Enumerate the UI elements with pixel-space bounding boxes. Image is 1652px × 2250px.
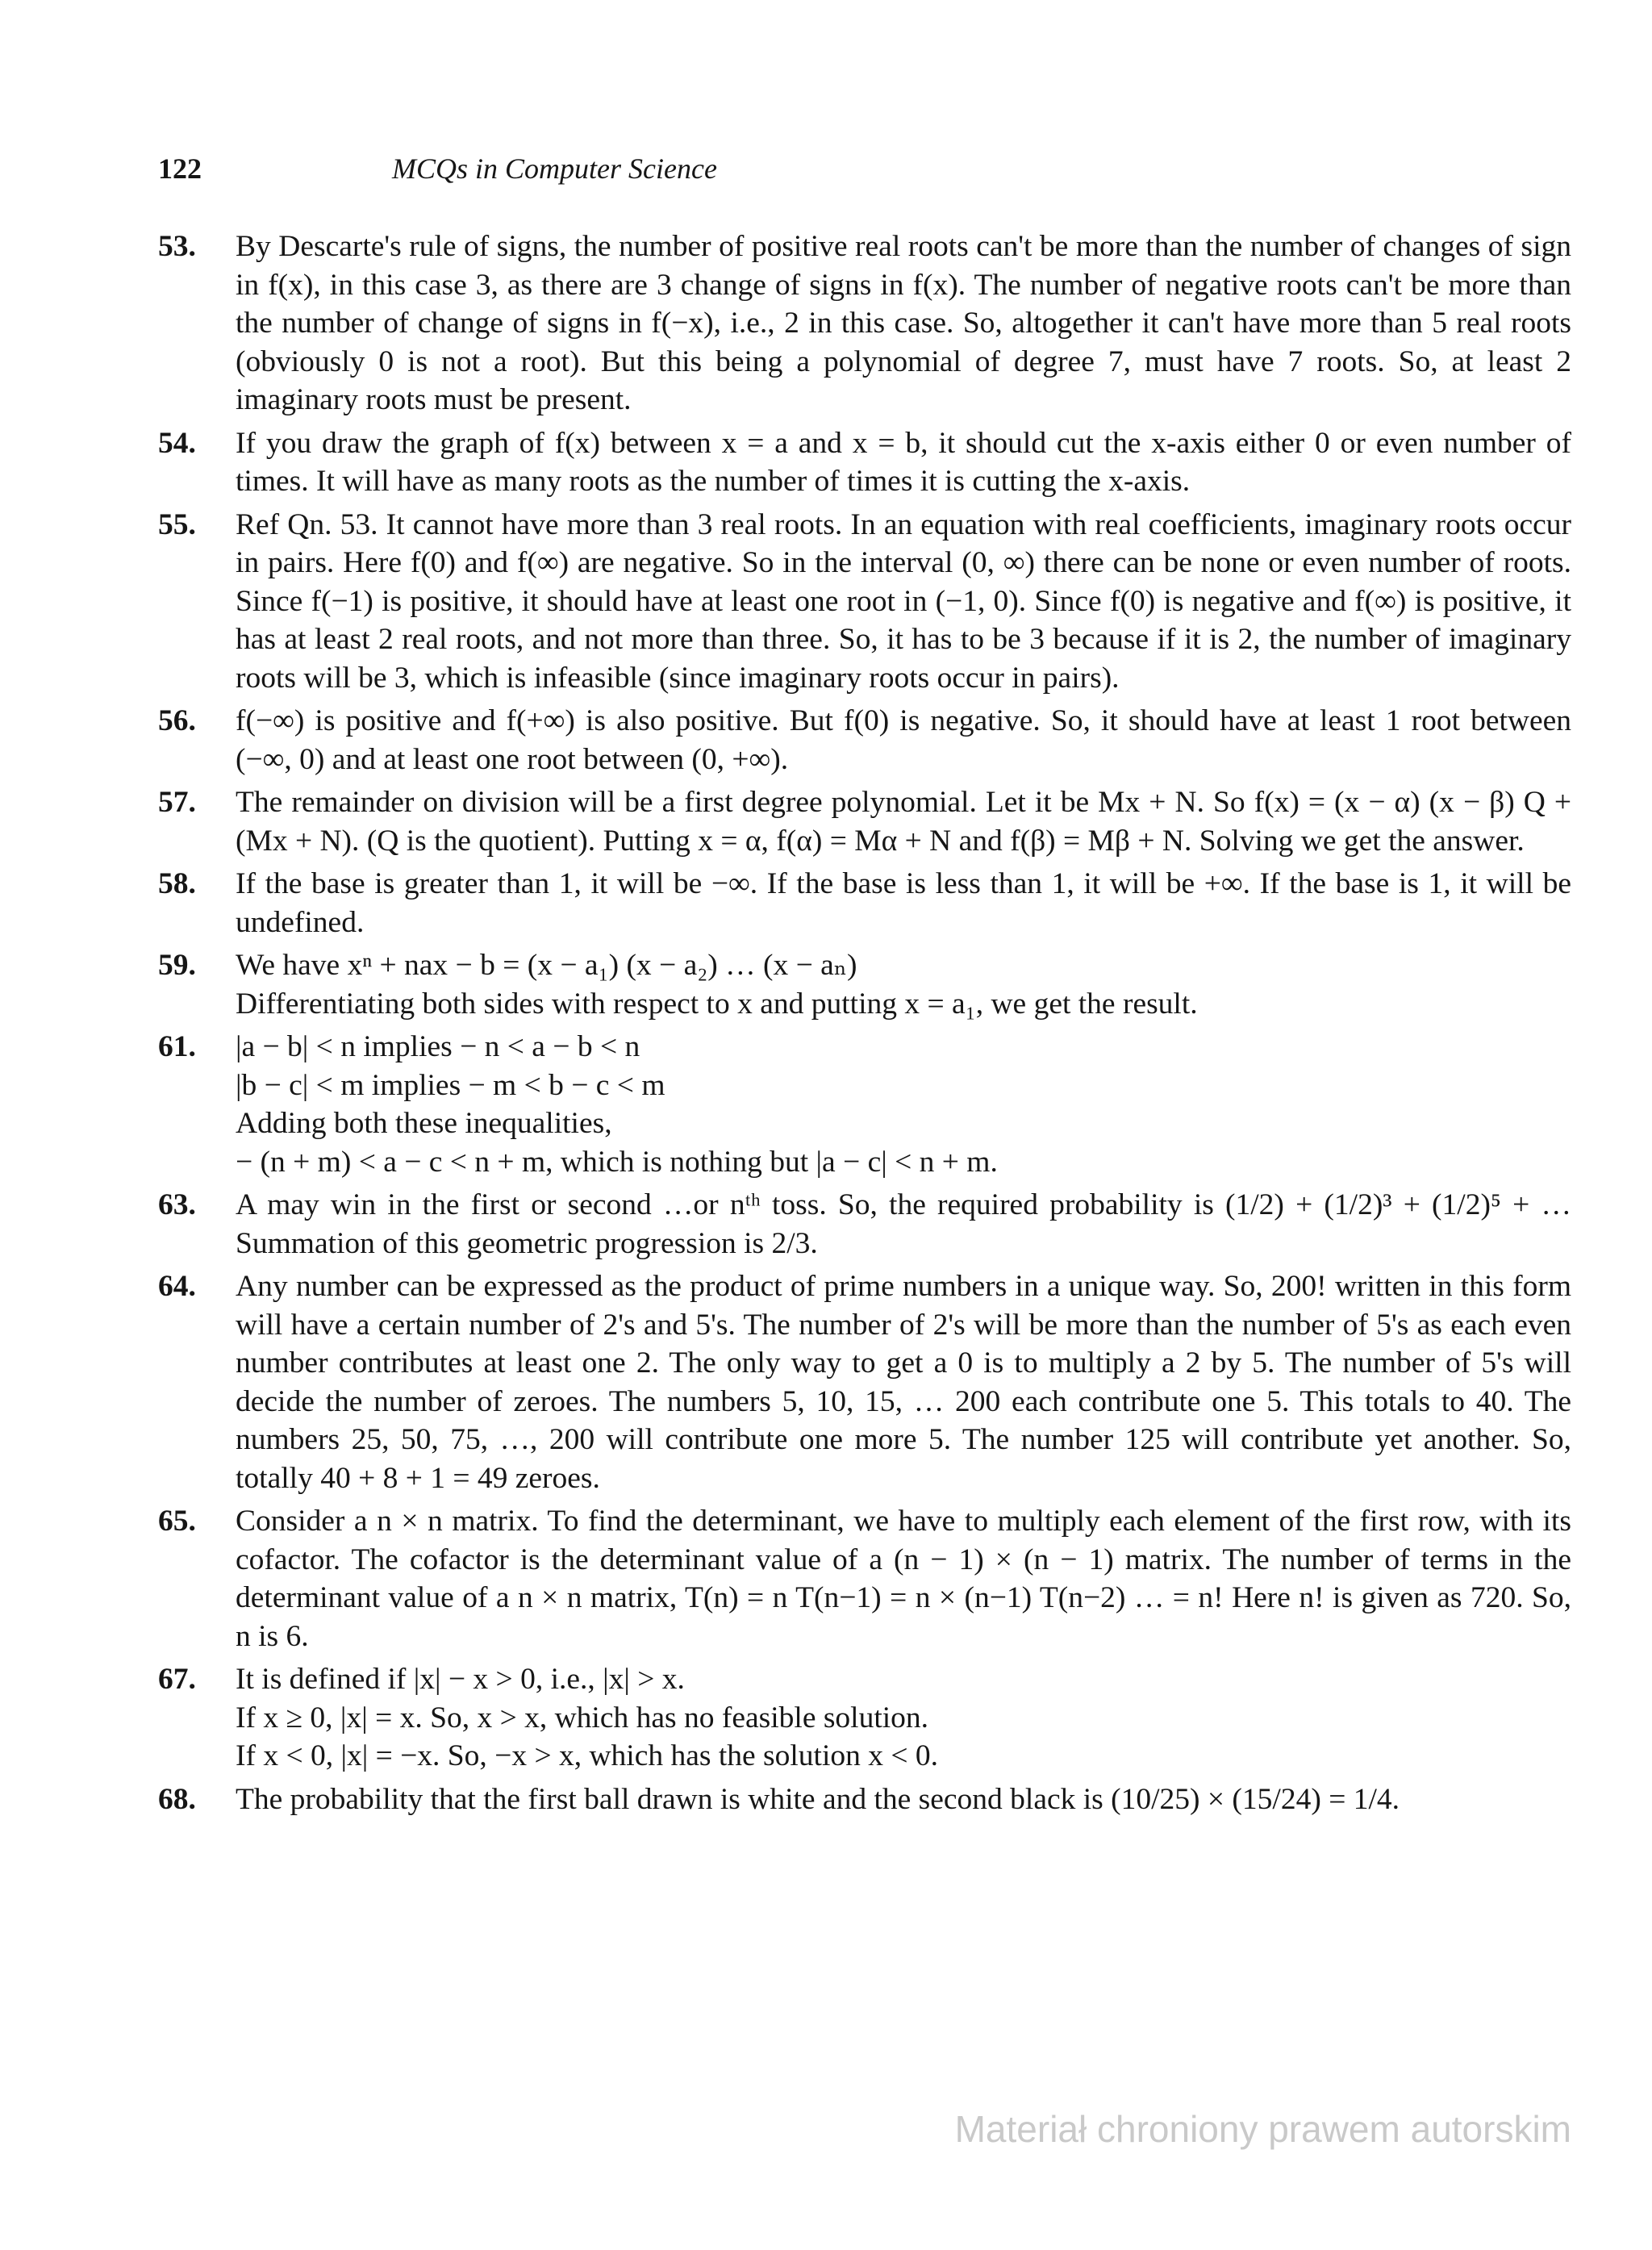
answer-number: 56. <box>158 704 196 737</box>
answer-number: 59. <box>158 949 196 982</box>
answer-number: 64. <box>158 1270 196 1303</box>
answer-text: A may win in the first or second …or nᵗʰ toss. So, the required probability is (1/2) + (1/2)³ + (1/2)⁵ + … Summation of this geometric progression is 2/3. <box>236 1188 1571 1260</box>
answer-item <box>158 865 1571 941</box>
answer-number: 58. <box>158 867 196 900</box>
answer-number: 55. <box>158 507 196 541</box>
answer-text: Consider a n × n matrix. To find the determinant, we have to multiply each element of the first row, with its cofactor. The cofactor is the determinant value of a (n − 1) × (n − 1) matrix. The number of terms in the determinant value of a n × n matrix, T(n) = n T(n−1) = n × (n−1) T(n−2) … = n! Here n! is given as 720. So, n is 6. <box>236 1505 1571 1653</box>
answer-line: |a − b| < n implies − n < a − b < n <box>236 1030 640 1063</box>
answer-number: 65. <box>158 1505 196 1538</box>
answer-text: If you draw the graph of f(x) between x = a and x = b, it should cut the x-axis either 0 or even number of times. It will have as many roots as the number of times it is cutting the x-axis. <box>236 426 1571 498</box>
answer-line: − (n + m) < a − c < n + m, which is nothing but |a − c| < n + m. <box>236 1145 998 1179</box>
answer-item <box>158 1660 1571 1776</box>
answer-item <box>158 1028 1571 1181</box>
running-title: MCQs in Computer Science <box>392 152 717 185</box>
answer-item <box>158 1186 1571 1263</box>
answer-number: 61. <box>158 1030 196 1063</box>
answer-text: f(−∞) is positive and f(+∞) is also positive. But f(0) is negative. So, it should have at least 1 root between (−∞, 0) and at least one root between (0, +∞). <box>236 704 1571 776</box>
page-header <box>158 152 717 186</box>
answer-item <box>158 228 1571 420</box>
answer-text: Any number can be expressed as the product of prime numbers in a unique way. So, 200! written in this form will have a certain number of 2's and 5's. The number of 2's will be more than the number of 5's as each even number contributes at least one 2. The only way to get a 0 is to multiply a 2 by 5. The number of 5's will decide the number of zeroes. The numbers 5, 10, 15, … 200 each contribute one 5. This totals to 40. The numbers 25, 50, 75, …, 200 will contribute one more 5. The number 125 will contribute yet another. So, totally 40 + 8 + 1 = 49 zeroes. <box>236 1270 1571 1495</box>
answer-item <box>158 1267 1571 1497</box>
answer-item <box>158 702 1571 779</box>
answer-item <box>158 1780 1571 1819</box>
page-number: 122 <box>158 152 202 185</box>
answer-text <box>236 946 1571 1023</box>
answer-text <box>236 1660 1571 1776</box>
answer-line: It is defined if |x| − x > 0, i.e., |x| > x. <box>236 1663 685 1696</box>
answer-text: By Descarte's rule of signs, the number of positive real roots can't be more than the number of changes of sign in f(x), in this case 3, as there are 3 change of signs in f(x). The number of negative roots can't be more than the number of change of signs in f(−x), i.e., 2 in this case. So, altogether it can't have more than 5 real roots (obviously 0 is not a root). But this being a polynomial of degree 7, must have 7 roots. So, at least 2 imaginary roots must be present. <box>236 230 1571 416</box>
answer-text: The probability that the first ball drawn is white and the second black is (10/25) × (15/24) = 1/4. <box>236 1782 1400 1816</box>
answer-number: 63. <box>158 1188 196 1221</box>
answer-line: If x ≥ 0, |x| = x. So, x > x, which has no feasible solution. <box>236 1701 929 1734</box>
answer-number: 54. <box>158 426 196 460</box>
answer-line: |b − c| < m implies − m < b − c < m <box>236 1068 665 1102</box>
answer-text: The remainder on division will be a first degree polynomial. Let it be Mx + N. So f(x) = (x − α) (x − β) Q + (Mx + N). (Q is the quotient). Putting x = α, f(α) = Mα + N and f(β) = Mβ + N. Solving we get the answer. <box>236 786 1571 858</box>
answer-text: Ref Qn. 53. It cannot have more than 3 real roots. In an equation with real coefficients, imaginary roots occur in pairs. Here f(0) and f(∞) are negative. So in the interval (0, ∞) there can be none or even number of roots. Since f(−1) is positive, it should have at least one root in (−1, 0). Since f(0) is negative and f(∞) is positive, it has at least 2 real roots, and not more than three. So, it has to be 3 because if it is 2, the number of imaginary roots will be 3, which is infeasible (since imaginary roots occur in pairs). <box>236 507 1571 695</box>
copyright-watermark: Materiał chroniony prawem autorskim <box>954 2108 1571 2150</box>
answer-number: 67. <box>158 1663 196 1696</box>
answer-line: Adding both these inequalities, <box>236 1107 612 1140</box>
answer-line: We have xⁿ + nax − b = (x − a₁) (x − a₂) … (x − aₙ) <box>236 949 857 982</box>
answer-number: 53. <box>158 230 196 263</box>
answer-text <box>236 1028 1571 1181</box>
answers-list <box>158 228 1571 1823</box>
answer-line: If x < 0, |x| = −x. So, −x > x, which has the solution x < 0. <box>236 1739 939 1772</box>
answer-item <box>158 783 1571 860</box>
answer-text: If the base is greater than 1, it will be −∞. If the base is less than 1, it will be +∞. If the base is 1, it will be undefined. <box>236 867 1571 939</box>
answer-number: 57. <box>158 786 196 819</box>
answer-item <box>158 1502 1571 1655</box>
answer-item <box>158 506 1571 698</box>
answer-item <box>158 424 1571 501</box>
answer-item <box>158 946 1571 1023</box>
answer-line: Differentiating both sides with respect to x and putting x = a₁, we get the result. <box>236 987 1198 1021</box>
answer-number: 68. <box>158 1782 196 1816</box>
